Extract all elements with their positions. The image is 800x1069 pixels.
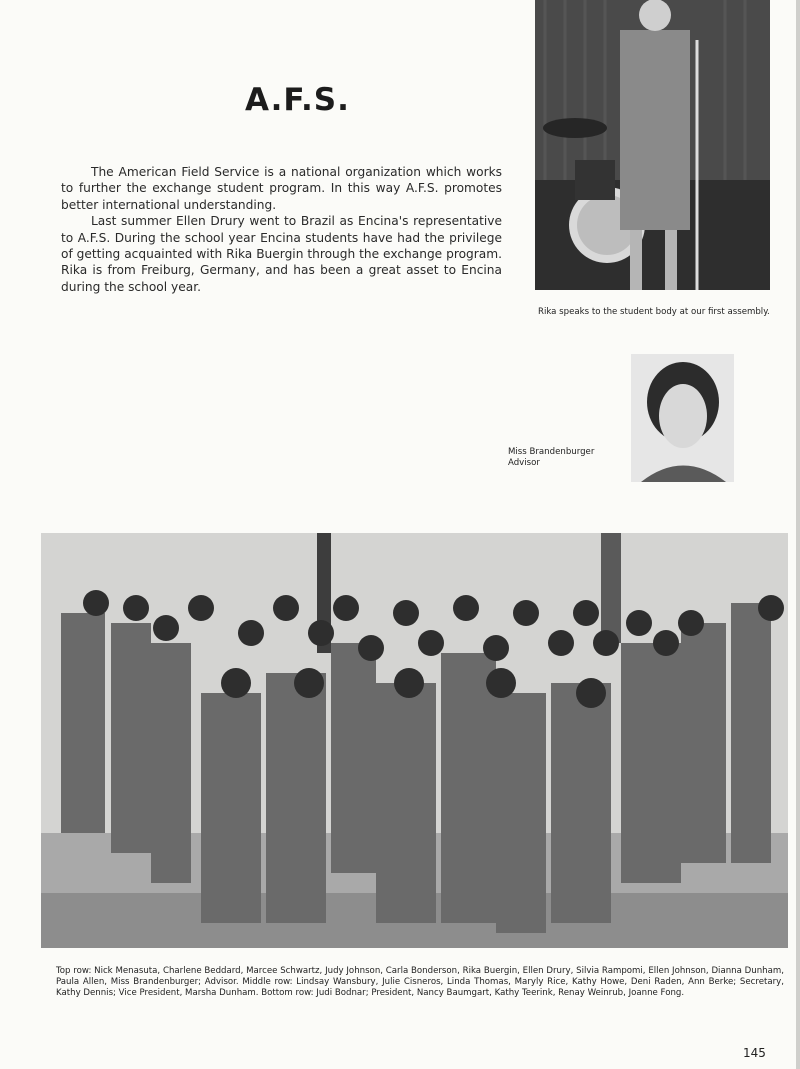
page-title: A.F.S. xyxy=(245,82,350,118)
stage-photo xyxy=(535,0,770,290)
group-photo-caption: Top row: Nick Menasuta, Charlene Beddard, Marcee Schwartz, Judy Johnson, Carla Bonderson, Rika Buergin, Ellen Drury, Silvia Rampomi, Ellen Johnson, Dianna Dunham, Paula Allen, Miss Brandenburger; Advisor. Middle row: Lindsay Wansbury, Julie Cisneros, Linda Thomas, Maryly Rice, Kathy Howe, Deni Raden, Ann Berke; Secretary, Kathy Dennis; Vice President, Marsha Dunham. Bottom row: Judi Bodnar; President, Nancy Baumgart, Kathy Teerink, Renay Weinrub, Joanne Fong. xyxy=(56,966,784,998)
advisor-caption xyxy=(508,447,628,469)
article-paragraph-1: The American Field Service is a national organization which works to further the exchange student program. In this way A.F.S. promotes better international understanding. xyxy=(61,165,502,212)
page-number: 145 xyxy=(743,1046,766,1060)
page-edge xyxy=(796,0,800,1069)
group-photo xyxy=(41,533,788,948)
article-text xyxy=(61,164,502,295)
advisor-name: Miss Brandenburger xyxy=(508,447,595,457)
stage-photo-caption: Rika speaks to the student body at our first assembly. xyxy=(538,307,770,317)
advisor-portrait xyxy=(631,354,734,482)
advisor-role: Advisor xyxy=(508,458,540,468)
article-paragraph-2: Last summer Ellen Drury went to Brazil as Encina's representative to A.F.S. During the school year Encina students have had the privilege of getting acquainted with Rika Buergin through the exchange program. Rika is from Freiburg, Germany, and has been a great asset to Encina during the school year. xyxy=(61,214,502,294)
